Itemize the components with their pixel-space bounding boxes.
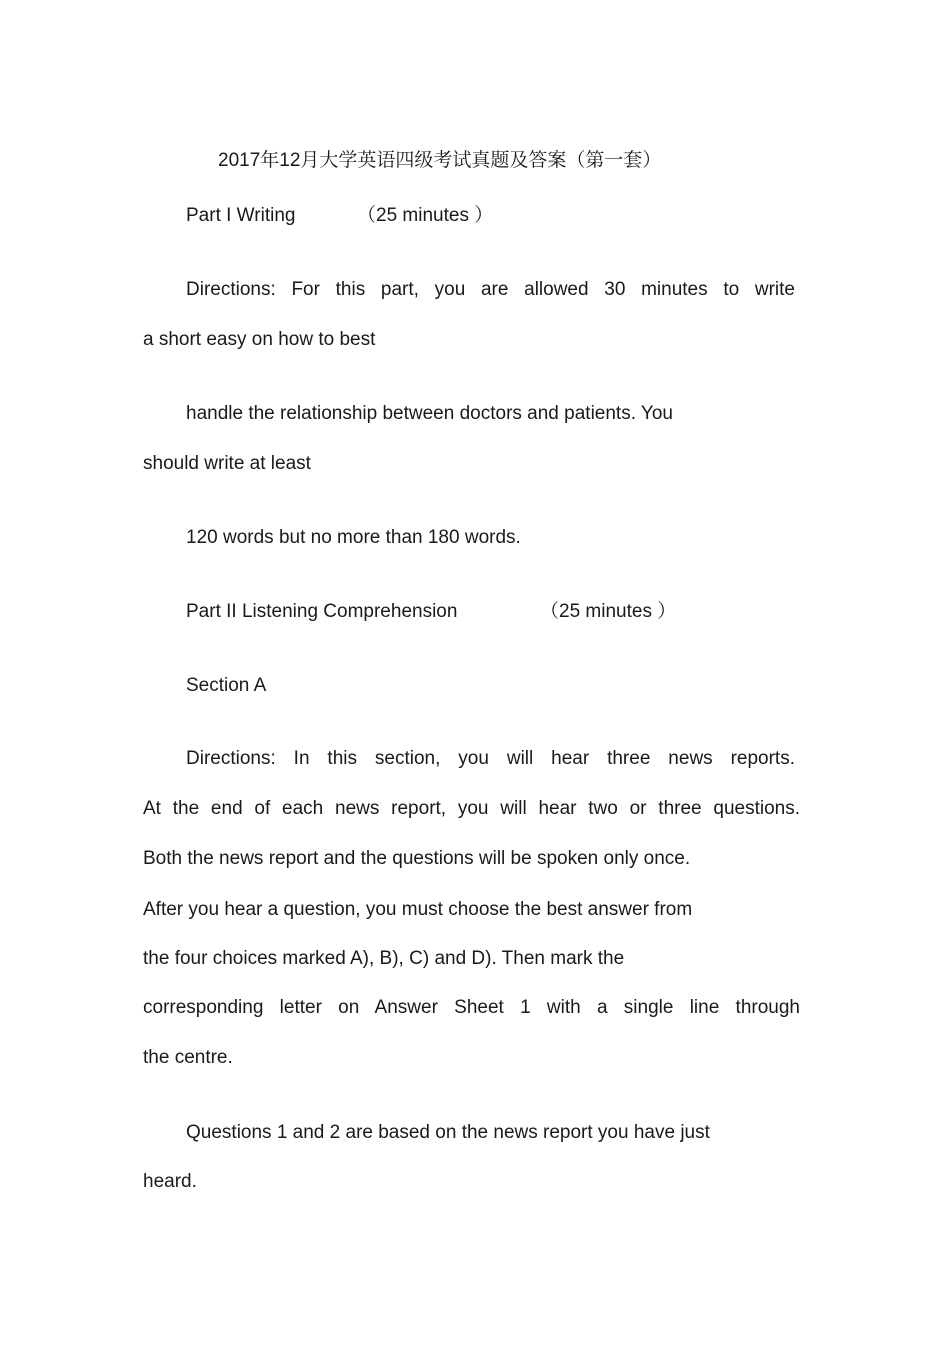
part1-directions-line: Directions: For this part, you are allowed 30 minutes to write (186, 279, 795, 300)
part2-directions-line: the centre. (143, 1047, 233, 1068)
section-a-heading: Section A (186, 675, 267, 696)
part1-duration: （25 minutes ） (357, 205, 494, 226)
part2-directions-line: At the end of each news report, you will hear two or three questions. (143, 798, 800, 819)
part1-directions-line: 120 words but no more than 180 words. (186, 527, 521, 548)
part1-directions-line: a short easy on how to best (143, 329, 376, 350)
questions-intro-line: Questions 1 and 2 are based on the news report you have just (186, 1122, 710, 1143)
part2-duration: （25 minutes ） (540, 601, 677, 622)
part1-directions-line: handle the relationship between doctors and patients. You (186, 403, 673, 424)
part2-heading: Part II Listening Comprehension (186, 601, 458, 622)
part2-directions-line: the four choices marked A), B), C) and D). Then mark the (143, 948, 625, 969)
part2-directions-line: corresponding letter on Answer Sheet 1 with a single line through (143, 997, 800, 1018)
part1-directions-line: should write at least (143, 453, 311, 474)
part1-heading: Part I Writing (186, 205, 296, 226)
page-title: 2017年12月大学英语四级考试真题及答案（第一套） (218, 150, 662, 171)
part2-directions-line: Both the news report and the questions will be spoken only once. (143, 848, 691, 869)
questions-intro-line: heard. (143, 1171, 197, 1192)
part2-directions-line: After you hear a question, you must choose the best answer from (143, 899, 693, 920)
part2-directions-line: Directions: In this section, you will hear three news reports. (186, 748, 795, 769)
